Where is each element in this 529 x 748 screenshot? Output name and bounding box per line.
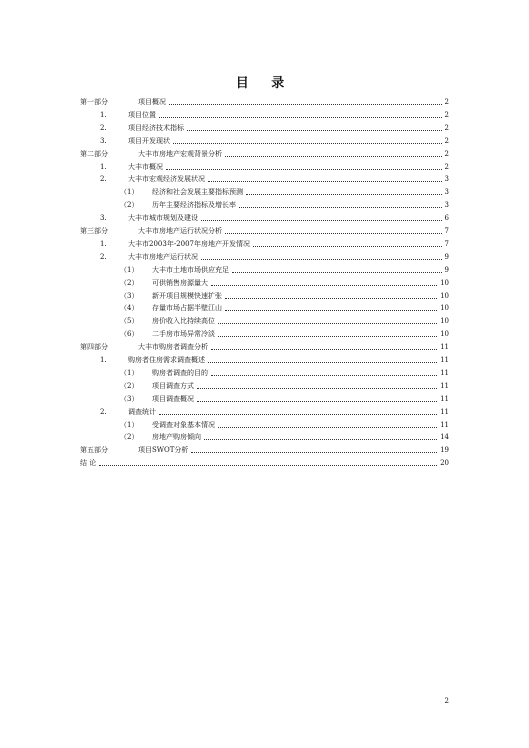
- toc-entry-number: 第四部分: [80, 343, 108, 352]
- toc-leader: [218, 336, 437, 337]
- toc-leader: [218, 323, 437, 324]
- page-number: 2: [444, 697, 449, 705]
- toc-entry-number: 1.: [100, 110, 107, 119]
- toc-leader: [201, 220, 442, 221]
- toc-entry-title: 历年主要经济指标及增长率: [152, 201, 236, 210]
- toc-entry-page: 10: [440, 317, 449, 326]
- toc-entry[interactable]: [80, 225, 449, 237]
- toc-leader: [201, 259, 442, 260]
- toc-entry-page: 20: [440, 459, 449, 468]
- toc-entry[interactable]: [100, 212, 449, 224]
- toc-entry-number: 1.: [100, 356, 107, 364]
- toc-entry-number: 2.: [100, 407, 107, 416]
- toc-entry-title: 调查统计: [128, 407, 156, 416]
- toc-leader: [225, 298, 437, 299]
- toc-entry-number: 1.: [100, 162, 107, 171]
- toc-entry-title: 存量市场占据半壁江山: [152, 304, 222, 313]
- toc-entry-number: （1）: [120, 265, 139, 274]
- toc-entry-title: 购房者调查的目的: [152, 368, 208, 377]
- toc-leader: [211, 349, 437, 350]
- toc-entry[interactable]: [80, 148, 449, 160]
- toc-leader: [211, 285, 437, 286]
- toc-entry-title: 项目SWOT分析: [138, 446, 189, 455]
- toc-entry-title: 经济和社会发展主要指标预测: [152, 188, 243, 197]
- toc-entry[interactable]: [120, 290, 449, 302]
- toc-entry[interactable]: [120, 393, 449, 405]
- toc-entry[interactable]: [100, 173, 449, 185]
- toc-entry-page: 10: [440, 304, 449, 313]
- toc-leader: [246, 194, 442, 195]
- toc-entry-number: （1）: [120, 420, 139, 429]
- toc-leader: [208, 181, 442, 182]
- toc-entry[interactable]: [80, 341, 449, 353]
- toc-entry-title: 大丰市2003年-2007年房地产开发情况: [128, 239, 250, 248]
- toc-entry[interactable]: [120, 315, 449, 327]
- toc-leader: [187, 130, 442, 131]
- toc-entry-page: 7: [444, 227, 449, 235]
- toc-entry-page: 10: [440, 291, 449, 300]
- toc-leader: [169, 104, 442, 105]
- toc-entry-page: 7: [444, 239, 449, 248]
- toc-entry[interactable]: [80, 96, 449, 108]
- toc-entry-title: 二手房市场异常冷淡: [152, 330, 215, 339]
- toc-entry-title: 项目调查概况: [152, 394, 194, 403]
- toc-entry-number: 2.: [100, 123, 107, 132]
- toc-entry-title: 大丰市城市规划及建设: [128, 214, 198, 223]
- toc-entry[interactable]: [120, 277, 449, 289]
- toc-entry-title: 项目开发现状: [128, 136, 170, 145]
- toc-leader: [225, 156, 442, 157]
- toc-entry-number: 1.: [100, 239, 107, 248]
- toc-entry-number: （5）: [120, 317, 139, 326]
- toc-entry-number: （1）: [120, 188, 139, 197]
- toc-entry-page: 2: [444, 136, 449, 145]
- toc-entry-number: 第五部分: [80, 446, 108, 455]
- toc-entry-number: （6）: [120, 330, 139, 339]
- toc-entry[interactable]: [120, 264, 449, 276]
- toc-entry[interactable]: [100, 251, 449, 263]
- toc-entry-number: 2.: [100, 175, 107, 184]
- toc-entry-page: 11: [440, 420, 449, 429]
- toc-entry-page: 10: [440, 278, 449, 287]
- toc-entry-page: 2: [444, 162, 449, 171]
- toc-entry-page: 10: [440, 330, 449, 339]
- toc-entry-page: 11: [440, 368, 449, 377]
- toc-entry-title: 项目经济技术指标: [128, 123, 184, 132]
- toc-entry-page: 3: [444, 175, 449, 184]
- toc-entry-page: 2: [444, 149, 449, 158]
- toc-entry-page: 19: [440, 446, 449, 455]
- toc-entry-page: 9: [444, 265, 449, 274]
- toc-entry-title: 房地产购房倾向: [152, 433, 201, 442]
- toc-leader: [232, 272, 442, 273]
- toc-entry[interactable]: [120, 186, 449, 198]
- toc-entry-page: 14: [440, 433, 449, 442]
- toc-entry-page: 11: [440, 343, 449, 352]
- toc-entry-number: 第三部分: [80, 227, 108, 235]
- toc-entry[interactable]: [120, 419, 449, 431]
- toc-entry-page: 9: [444, 252, 449, 261]
- toc-entry-number: （3）: [120, 291, 139, 300]
- toc-entry[interactable]: [100, 354, 449, 366]
- toc-entry-page: 3: [444, 201, 449, 210]
- toc-entry-title: 新开项目规模快速扩张: [152, 291, 222, 300]
- toc-leader: [211, 375, 437, 376]
- toc-entry-page: 6: [444, 214, 449, 223]
- toc-title: 目 录: [235, 76, 294, 91]
- toc-entry-number: 第二部分: [80, 149, 108, 158]
- toc-entry-number: 3.: [100, 136, 107, 145]
- toc-entry-page: 2: [444, 98, 449, 106]
- toc-entry-title: 大丰市房地产运行状况分析: [138, 227, 222, 235]
- toc-entry-title: 购房者住房需求调查概述: [128, 356, 205, 364]
- toc-leader: [225, 233, 442, 234]
- toc-leader: [218, 427, 437, 428]
- toc-entry-title: 大丰市房地产运行状况: [128, 252, 198, 261]
- toc-entry-number: （3）: [120, 394, 139, 403]
- toc-entry-number: 2.: [100, 252, 107, 261]
- toc-entry[interactable]: [100, 238, 449, 250]
- toc-entry-page: 11: [440, 381, 449, 390]
- toc-leader: [159, 117, 442, 118]
- toc-entry-title: 项目调查方式: [152, 381, 194, 390]
- toc-leader: [197, 401, 437, 402]
- toc-leader: [204, 439, 437, 440]
- toc-entry-page: 11: [440, 356, 449, 364]
- toc-entry-page: 11: [440, 394, 449, 403]
- toc-entry[interactable]: [120, 367, 449, 379]
- toc-entry-page: 3: [444, 188, 449, 197]
- toc-entry[interactable]: [120, 431, 449, 443]
- toc-entry[interactable]: [100, 406, 449, 418]
- toc-entry-title: 大丰市宏观经济发展状况: [128, 175, 205, 184]
- toc-leader: [173, 143, 442, 144]
- toc-leader: [253, 246, 442, 247]
- toc-leader: [208, 362, 437, 363]
- toc-entry-number: （2）: [120, 201, 139, 210]
- toc-entry-number: （1）: [120, 368, 139, 377]
- toc-entry[interactable]: [100, 135, 449, 147]
- toc-entry[interactable]: [100, 161, 449, 173]
- toc-entry[interactable]: [80, 444, 449, 456]
- toc-entry[interactable]: [120, 302, 449, 314]
- toc-entry-title: 房价收入比持续高位: [152, 317, 215, 326]
- toc-entry-title: 大丰市土地市场供应充足: [152, 265, 229, 274]
- toc-leader: [166, 169, 442, 170]
- toc-leader: [99, 465, 437, 466]
- toc-entry-title: 项目概况: [138, 98, 166, 106]
- toc-entry-title: 大丰市概况: [128, 162, 163, 171]
- toc-entry-page: 2: [444, 123, 449, 132]
- toc-entry[interactable]: [120, 328, 449, 340]
- toc-leader: [191, 452, 437, 453]
- toc-entry-number: （2）: [120, 278, 139, 287]
- toc-entry-number: 3.: [100, 214, 107, 223]
- toc-entry-title: 可供销售房源量大: [152, 278, 208, 287]
- toc-leader: [225, 310, 437, 311]
- toc-leader: [197, 388, 437, 389]
- toc-entry[interactable]: [80, 457, 449, 469]
- toc-entry-page: 11: [440, 407, 449, 416]
- toc-entry[interactable]: [100, 109, 449, 121]
- toc-entry-number: 第一部分: [80, 98, 108, 106]
- toc-entry-title: 项目位置: [128, 110, 156, 119]
- toc-entry-number: 结 论: [80, 459, 97, 468]
- toc-entry-title: 大丰市购房者调查分析: [138, 343, 208, 352]
- toc-entry[interactable]: [120, 380, 449, 392]
- toc-leader: [239, 207, 442, 208]
- toc-leader: [159, 414, 437, 415]
- toc-entry-title: 大丰市房地产宏观背景分析: [138, 149, 222, 158]
- toc-entry[interactable]: [120, 199, 449, 211]
- toc-entry-page: 2: [444, 110, 449, 119]
- toc-entry-number: （4）: [120, 304, 139, 313]
- toc-entry-number: （2）: [120, 381, 139, 390]
- toc-entry-title: 受调查对象基本情况: [152, 420, 215, 429]
- toc-entry-number: （2）: [120, 433, 139, 442]
- toc-entry[interactable]: [100, 122, 449, 134]
